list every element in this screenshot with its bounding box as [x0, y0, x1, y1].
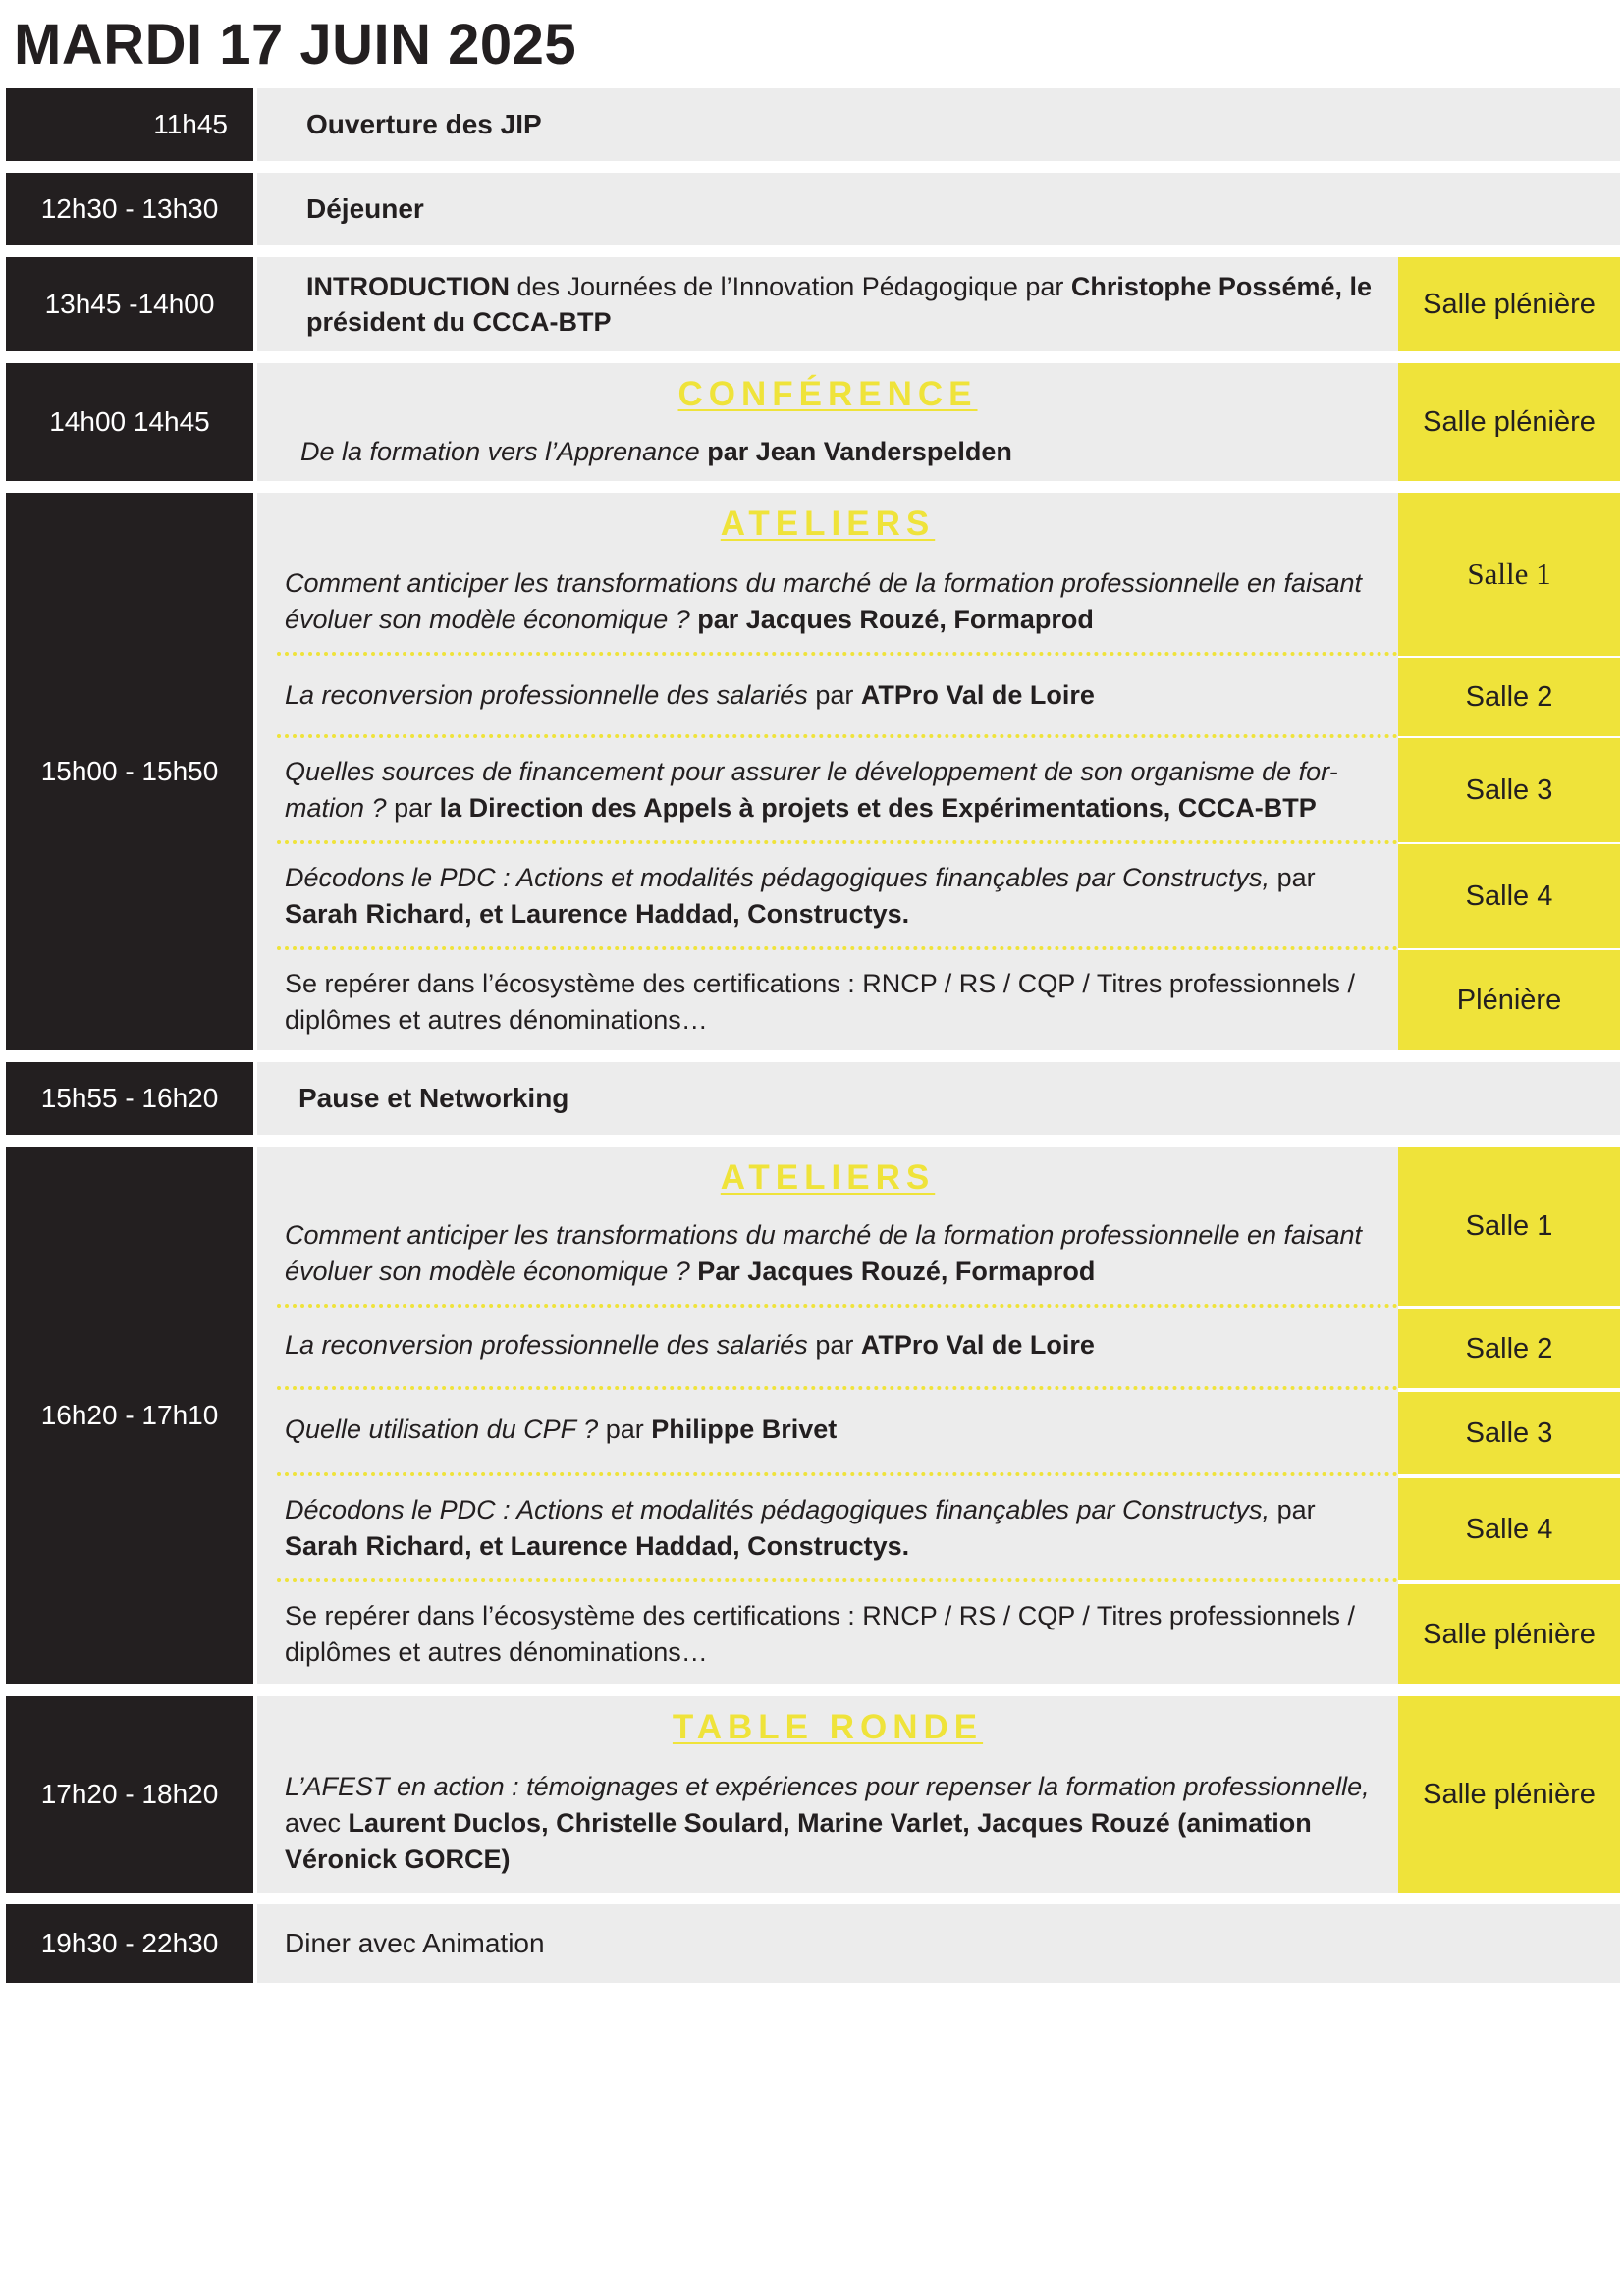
- dotted-separator: [277, 1578, 1398, 1582]
- schedule-row-introduction: [6, 257, 1620, 351]
- room-badge: Salle 2: [1398, 1309, 1620, 1388]
- workshop-speaker: par Jacques Rouzé, Formaprod: [689, 605, 1094, 634]
- workshop-item: [285, 860, 1382, 933]
- workshop-item: [285, 565, 1382, 638]
- schedule-row-workshops-2: [6, 1147, 1620, 1684]
- content-cell: [257, 88, 1620, 161]
- room-badge: Salle 1: [1398, 493, 1620, 656]
- dotted-separator: [277, 734, 1398, 738]
- workshop-title: La reconversion professionnelle des salariés: [285, 1330, 808, 1360]
- workshop-connector: par: [1270, 1495, 1316, 1524]
- dotted-separator: [277, 1304, 1398, 1308]
- workshop-connector: par: [1270, 863, 1316, 892]
- workshop-description: Se repérer dans l’écosystème des certifications : RNCP / RS / CQP / Titres professionnels / diplômes et autres dénominations…: [285, 1601, 1355, 1667]
- content-cell: [257, 1147, 1398, 1684]
- time-cell: 19h30 - 22h30: [6, 1904, 253, 1983]
- dotted-separator: [277, 1386, 1398, 1390]
- workshop-title: Quelles sources de financement pour assurer le développement de son organisme de for-mation ?: [285, 757, 1338, 823]
- room-column: [1398, 1147, 1620, 1684]
- content-cell: [257, 1062, 1620, 1135]
- schedule-row-workshops-1: [6, 493, 1620, 1050]
- room-column: [1398, 493, 1620, 1050]
- room-badge: Salle 2: [1398, 658, 1620, 736]
- session-title: L’AFEST en action : témoignages et expériences pour repenser la formation professionnelle,: [285, 1772, 1370, 1801]
- room-badge: Salle 3: [1398, 1392, 1620, 1474]
- workshop-connector: par: [807, 1330, 861, 1360]
- workshop-speaker: ATPro Val de Loire: [860, 680, 1095, 710]
- room-badge: Salle 4: [1398, 844, 1620, 948]
- workshop-speaker: Sarah Richard, et Laurence Haddad, Constructys.: [285, 1531, 910, 1561]
- schedule-row-round-table: [6, 1696, 1620, 1893]
- workshop-item: [285, 1492, 1382, 1565]
- schedule-row-conference: [6, 363, 1620, 481]
- section-heading: ATELIERS: [720, 505, 936, 543]
- room-badge: Salle 1: [1398, 1147, 1620, 1306]
- workshop-speaker: la Direction des Appels à projets et des Expérimentations, CCCA-BTP: [439, 793, 1317, 823]
- content-cell: [257, 363, 1398, 481]
- intro-text: des Journées de l’Innovation Pédagogique par: [509, 272, 1071, 301]
- session-title: Ouverture des JIP: [306, 109, 542, 139]
- time-cell: 11h45: [6, 88, 253, 161]
- session-connector: avec: [285, 1808, 349, 1838]
- workshop-connector: par: [807, 680, 861, 710]
- speaker-names: Laurent Duclos, Christelle Soulard, Marine Varlet, Jacques Rouzé (animation Véronick GORCE): [285, 1808, 1312, 1874]
- workshop-speaker: Par Jacques Rouzé, Formaprod: [689, 1256, 1096, 1286]
- room-column: [1398, 1696, 1620, 1893]
- room-column: [1398, 363, 1620, 481]
- workshop-speaker: Philippe Brivet: [651, 1415, 838, 1444]
- workshop-item: [285, 677, 1382, 714]
- time-cell: 13h45 -14h00: [6, 257, 253, 351]
- workshop-description: Se repérer dans l’écosystème des certifications : RNCP / RS / CQP / Titres professionnels / diplômes et autres dénominations…: [285, 969, 1355, 1035]
- room-badge: Salle plénière: [1398, 363, 1620, 481]
- page-title: MARDI 17 JUIN 2025: [14, 13, 577, 77]
- workshop-title: Quelle utilisation du CPF ?: [285, 1415, 599, 1444]
- workshop-title: Décodons le PDC : Actions et modalités pédagogiques finançables par Constructys,: [285, 1495, 1271, 1524]
- room-badge: Salle plénière: [1398, 257, 1620, 351]
- session-title: Diner avec Animation: [285, 1928, 545, 1958]
- content-cell: [257, 493, 1398, 1050]
- time-cell: 15h55 - 16h20: [6, 1062, 253, 1135]
- session-title: De la formation vers l’Apprenance: [300, 437, 700, 466]
- dotted-separator: [277, 1472, 1398, 1476]
- session-description: [306, 269, 1382, 340]
- schedule-row-lunch: [6, 173, 1620, 245]
- intro-label: INTRODUCTION: [306, 272, 510, 301]
- section-heading: CONFÉRENCE: [677, 375, 978, 413]
- speaker-name: Christophe Possémé, le président du CCCA-BTP: [306, 272, 1373, 337]
- workshop-title: La reconversion professionnelle des salariés: [285, 680, 808, 710]
- time-cell: 16h20 - 17h10: [6, 1147, 253, 1684]
- workshop-item: [285, 754, 1382, 827]
- session-description: [285, 1769, 1382, 1878]
- content-cell: [257, 1904, 1620, 1983]
- room-badge: Salle plénière: [1398, 1584, 1620, 1684]
- dotted-separator: [277, 946, 1398, 950]
- workshop-title: Comment anticiper les transformations du marché de la formation professionnelle en faisant évoluer son modèle économique ?: [285, 568, 1363, 634]
- room-column: [1398, 257, 1620, 351]
- content-cell: [257, 1696, 1398, 1893]
- room-badge: Plénière: [1398, 950, 1620, 1050]
- workshop-title: Comment anticiper les transformations du marché de la formation professionnelle en faisant évoluer son modèle économique ?: [285, 1220, 1363, 1286]
- schedule-row-opening: [6, 88, 1620, 161]
- room-badge: Salle plénière: [1398, 1696, 1620, 1893]
- workshop-item: [285, 1217, 1382, 1290]
- workshop-speaker: ATPro Val de Loire: [860, 1330, 1095, 1360]
- session-description: [300, 434, 1382, 470]
- dotted-separator: [277, 652, 1398, 656]
- workshop-title: Décodons le PDC : Actions et modalités pédagogiques finançables par Constructys,: [285, 863, 1271, 892]
- workshop-item: [285, 1327, 1382, 1363]
- speaker-name: par Jean Vanderspelden: [699, 437, 1012, 466]
- workshop-speaker: Sarah Richard, et Laurence Haddad, Constructys.: [285, 899, 910, 929]
- workshop-item: [285, 1412, 1382, 1448]
- session-title: Déjeuner: [306, 193, 424, 224]
- content-cell: [257, 173, 1620, 245]
- schedule-row-break: [6, 1062, 1620, 1135]
- workshop-connector: par: [386, 793, 440, 823]
- time-cell: 14h00 14h45: [6, 363, 253, 481]
- workshop-connector: par: [598, 1415, 652, 1444]
- time-cell: 15h00 - 15h50: [6, 493, 253, 1050]
- content-cell: [257, 257, 1398, 351]
- session-title: Pause et Networking: [298, 1083, 569, 1113]
- section-heading: TABLE RONDE: [672, 1708, 984, 1746]
- schedule-row-dinner: [6, 1904, 1620, 1983]
- time-cell: 12h30 - 13h30: [6, 173, 253, 245]
- room-badge: Salle 4: [1398, 1478, 1620, 1580]
- workshop-item: [285, 966, 1382, 1039]
- section-heading: ATELIERS: [720, 1158, 936, 1197]
- workshop-item: [285, 1598, 1382, 1671]
- time-cell: 17h20 - 18h20: [6, 1696, 253, 1893]
- room-badge: Salle 3: [1398, 738, 1620, 842]
- dotted-separator: [277, 840, 1398, 844]
